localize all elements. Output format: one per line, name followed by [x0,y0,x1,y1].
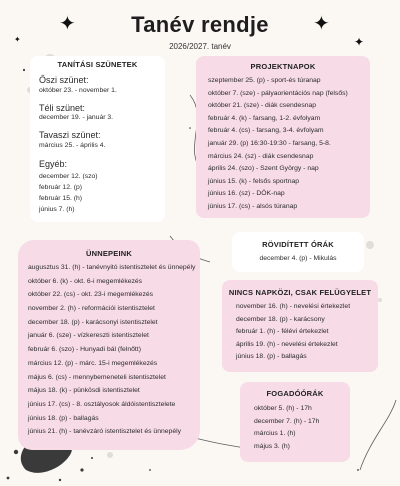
egyeb-item: december 12. (szo) [39,173,98,180]
list-item: június 17. (cs) - 8. osztályosok áldóistentisztelete [28,400,176,408]
section-heading: TANÍTÁSI SZÜNETEK [57,60,138,69]
sparkle-star-icon: ✦ [59,13,76,35]
list-item: június 18. (p) - ballagás [28,414,99,422]
sparkle-star-icon: ✦ [14,35,21,44]
list-item: június 17. (cs) - alsós túranap [208,202,298,210]
page-subtitle: 2026/2027. tanév [169,42,231,51]
unnepeink-list [28,265,195,443]
list-item: december 4. (p) - Mikulás [259,255,337,262]
section-heading: PROJEKTNAPOK [250,62,316,71]
list-item: április 24. (szo) - Szent György - nap [208,165,319,173]
egyeb-item: február 12. (p) [39,184,83,191]
list-item: június 21. (h) - tanévzáró istentisztelet és ünnepély [28,428,182,436]
list-item: január 29. (p) 16:30-19:30 - farsang, 5-8. [208,139,331,147]
list-item: május 3. (h) [254,442,290,450]
panel-rovidtett-orak [232,232,364,272]
list-item: október 22. (cs) - okt. 23-i megemlékezés [28,291,154,299]
list-item: március 12. (p) - márc. 15-i megemlékezés [28,359,158,367]
list-item: november 16. (h) - nevelési értekezlet [236,303,351,310]
section-heading: RÖVIDÍTETT ÓRÁK [262,240,334,249]
panel-tanitasi-szunetek [30,56,165,222]
egyeb-item: június 7. (h) [39,206,75,213]
list-item: február 1. (h) - félévi értekezlet [236,328,329,336]
section-heading: ÜNNEPEINK [86,249,132,258]
break-value: március 25. - április 4. [39,142,106,149]
break-label: Téli szünet: [39,103,86,113]
panel-nincs-napkozi [222,280,378,372]
list-item: június 18. (p) - ballagás [236,353,307,361]
page-title: Tanév rendje [131,12,269,37]
fogadoorak-list [254,406,319,456]
egyeb-label: Egyéb: [39,159,68,169]
list-item: október 6. (k) - okt. 6-i megemlékezés [28,277,143,285]
nincs-napkozi-list [236,304,350,367]
break-label: Őszi szünet: [39,75,89,85]
list-item: március 24. (sz) - diák csendesnap [208,152,314,160]
list-item: június 15. (k) - felsős sportnap [208,177,300,185]
list-item: május 18. (k) - pünkösdi istentisztelet [28,387,140,395]
section-heading: FOGADÓÓRÁK [266,389,324,398]
panel-unnepeink [18,240,200,450]
list-item: október 21. (sze) - diák csendesnap [208,102,317,110]
list-item: szeptember 25. (p) - sport-és túranap [208,77,321,84]
list-item: június 16. (sz) - DÖK-nap [208,190,285,198]
list-item: május 6. (cs) - mennybemeneteli istentisztelet [28,373,166,381]
list-item: október 7. (sze) - pályaorientációs nap (felsős) [208,89,348,97]
sparkle-star-icon: ✦ [354,35,365,49]
list-item: február 4. (k) - farsang, 1-2. évfolyam [208,114,321,122]
list-item: január 6. (sze) - vízkereszti istentisztelet [28,332,149,340]
list-item: december 7. (h) - 17h [254,417,320,425]
panel-projektnapok [196,56,370,218]
egyeb-item: február 15. (h) [39,195,83,202]
list-item: november 2. (h) - reformációi istentisztelet [28,305,155,313]
list-item: március 1. (h) [254,430,296,438]
break-value: október 23. - november 1. [39,87,117,94]
sparkle-star-icon: ✦ [313,13,330,35]
section-heading: NINCS NAPKÖZI, CSAK FELÜGYELET [228,288,372,297]
break-label: Tavaszi szünet: [39,130,101,140]
list-item: december 18. (p) - karácsony [236,315,325,323]
list-item: április 19. (h) - nevelési értekezlet [236,340,338,348]
list-item: október 5. (h) - 17h [254,405,312,412]
list-item: február 4. (cs) - farsang, 3-4. évfolyam [208,127,324,135]
projektnapok-list [208,78,348,217]
list-item: augusztus 31. (h) - tanévnyitó istentisztelet és ünnepély [28,264,196,271]
list-item: február 6. (szo) - Hunyadi bál (felnőtt) [28,346,141,354]
panel-fogadoorak [240,382,350,462]
list-item: december 18. (p) - karácsonyi istentisztelet [28,318,158,326]
break-value: december 19. - január 3. [39,114,114,121]
